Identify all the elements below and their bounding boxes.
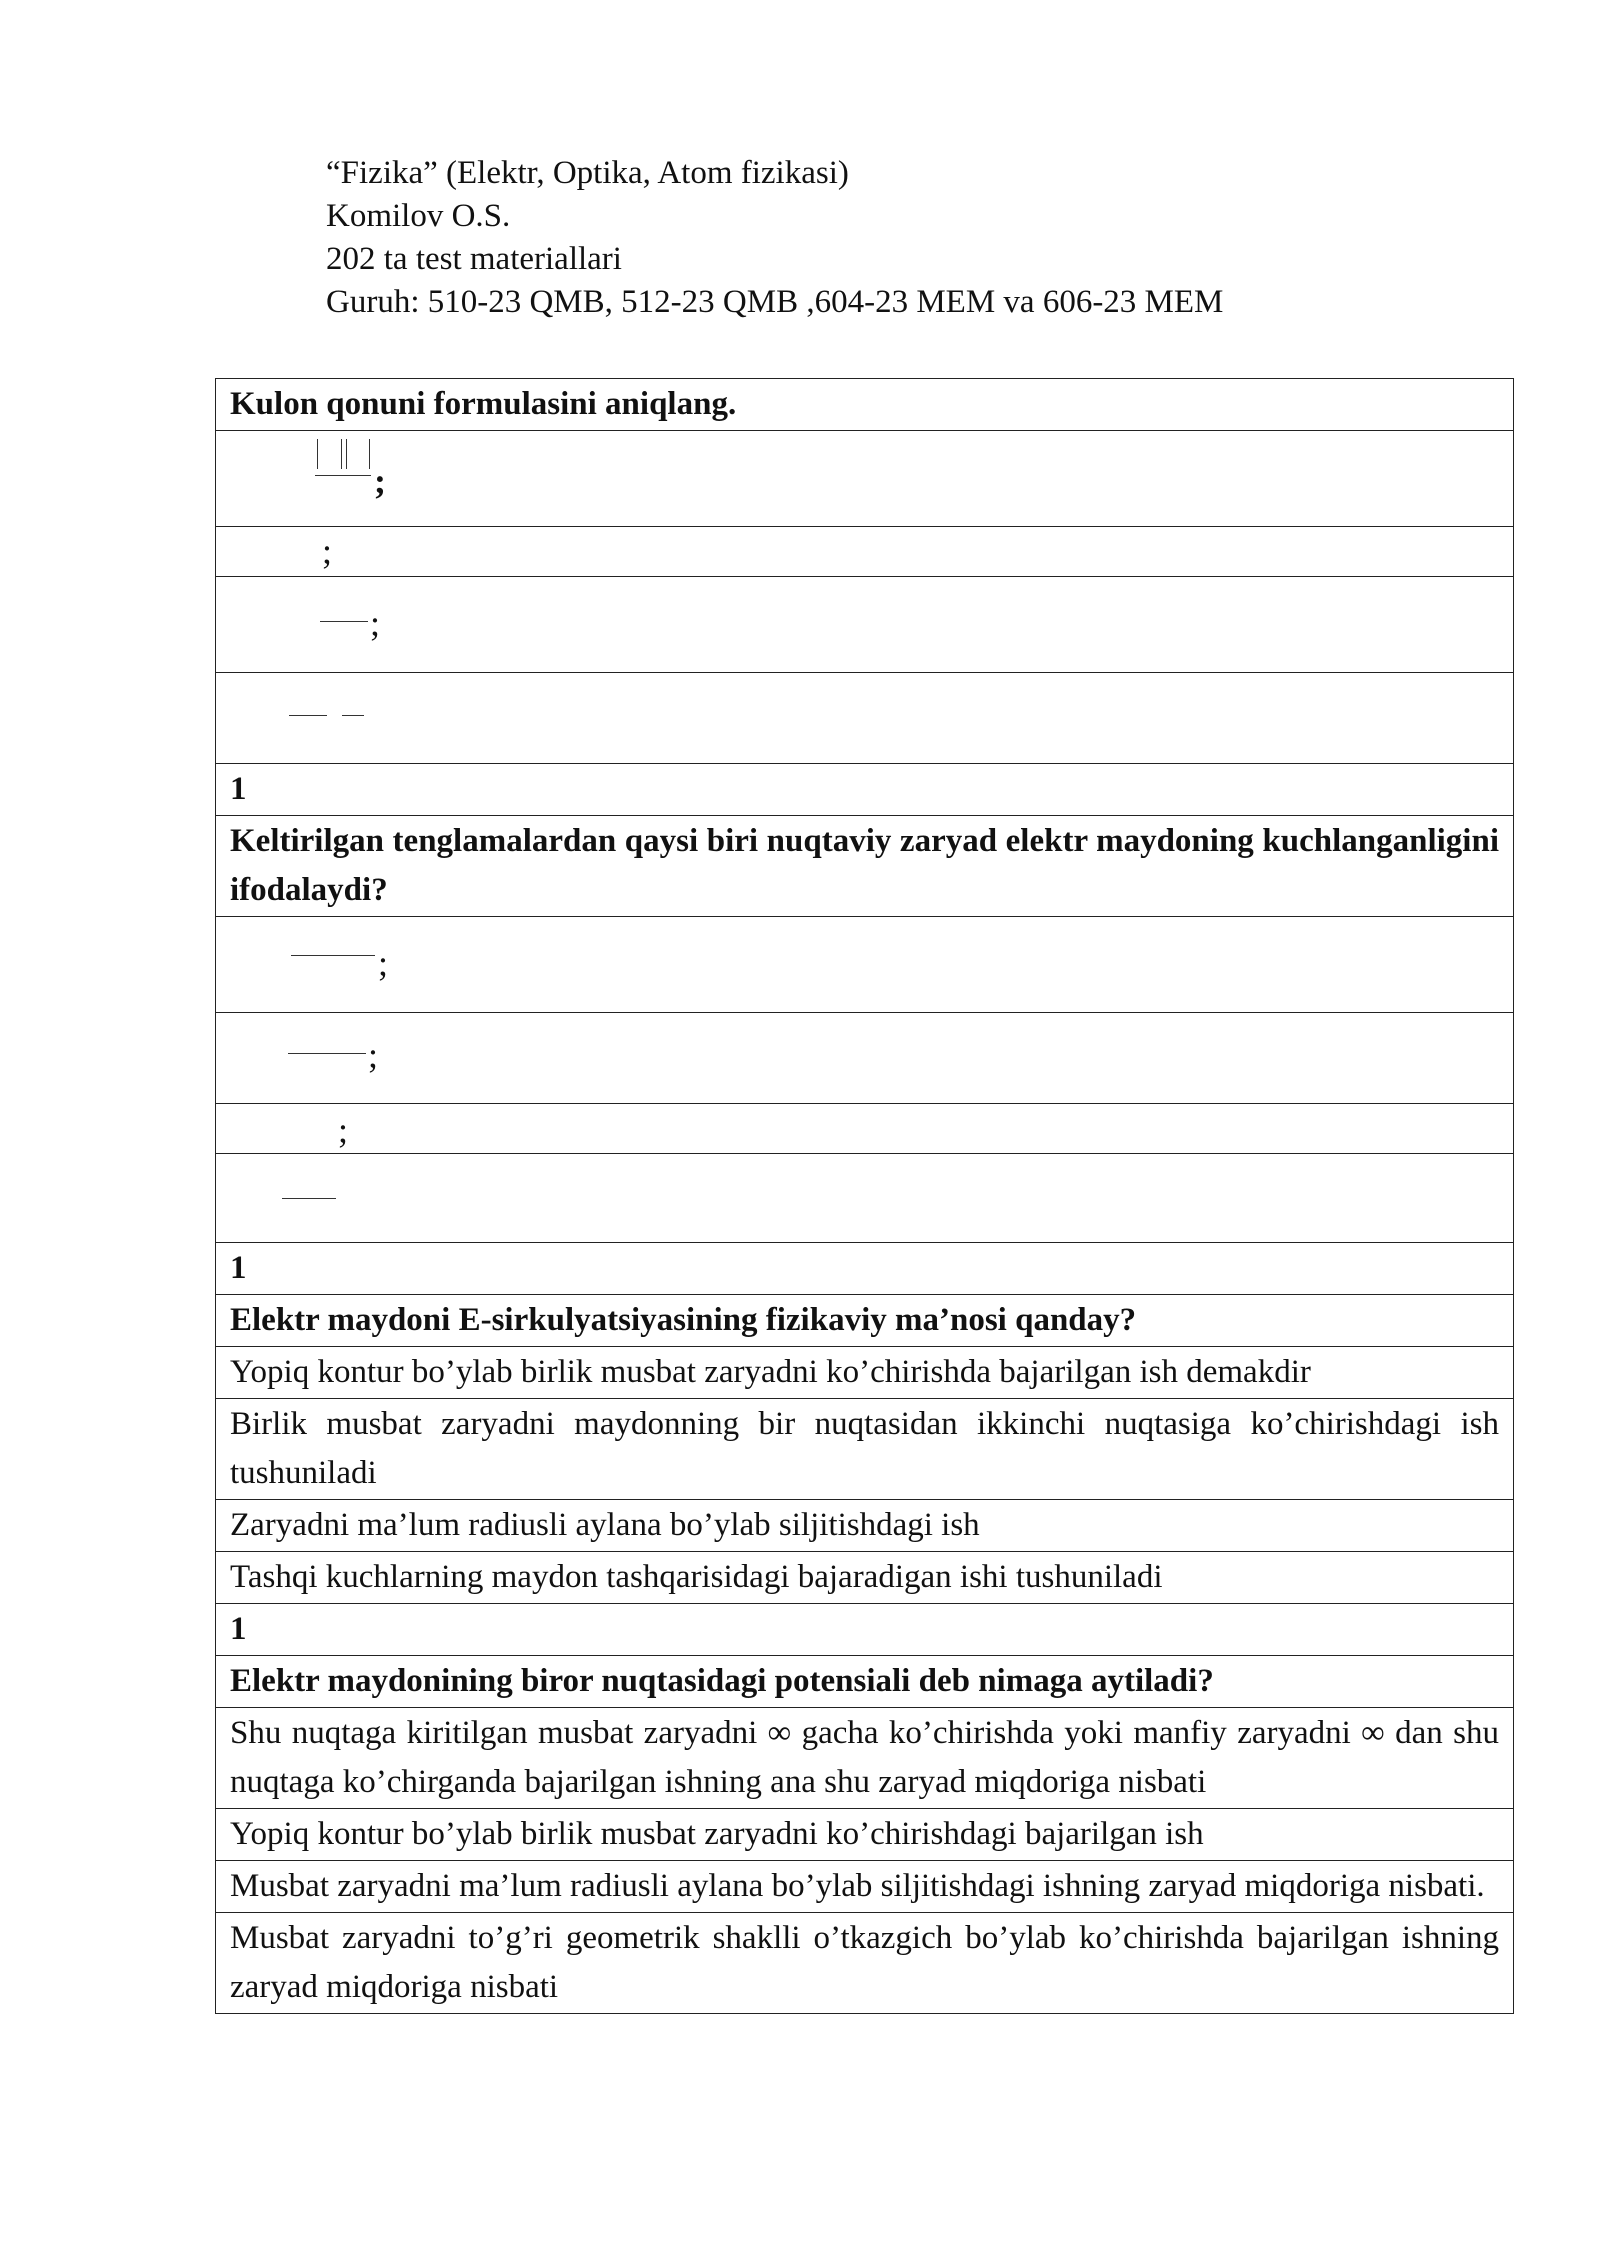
formula-fraction-bar: [282, 1198, 336, 1199]
formula-abs-bar: [341, 439, 342, 469]
answer-option: [216, 431, 1514, 527]
answer-option-row: [216, 1347, 1514, 1399]
answer-option-row: [216, 1913, 1514, 2014]
answer-option: Musbat zaryadni ma’lum radiusli aylana bo’ylab siljitishdagi ishning zaryad miqdoriga nisbati.: [216, 1861, 1514, 1913]
answer-option-row: [216, 577, 1514, 673]
answer-option: [216, 673, 1514, 764]
question-text: Keltirilgan tenglamalardan qaysi biri nuqtaviy zaryad elektr maydoning kuchlanganligini ifodalaydi?: [216, 816, 1514, 917]
answer-option-row: [216, 1154, 1514, 1243]
answer-option-row: [216, 673, 1514, 764]
question-row: [216, 379, 1514, 431]
group-list: Guruh: 510-23 QMB, 512-23 QMB ,604-23 MEM va 606-23 MEM: [326, 284, 1224, 320]
answer-option-row: [216, 917, 1514, 1013]
formula-separator: ;: [370, 603, 381, 643]
formula-fraction-bar: [315, 475, 371, 476]
answer-option: Yopiq kontur bo’ylab birlik musbat zaryadni ko’chirishda bajarilgan ish demakdir: [216, 1347, 1514, 1399]
answer-key-row: [216, 1604, 1514, 1656]
answer-option: Musbat zaryadni to’g’ri geometrik shaklli o’tkazgich bo’ylab ko’chirishda bajarilgan ishning zaryad miqdoriga nisbati: [216, 1913, 1514, 2014]
answer-option: [216, 1154, 1514, 1243]
formula-separator: ;: [368, 1035, 379, 1075]
question-row: [216, 1656, 1514, 1708]
answer-key-row: [216, 1243, 1514, 1295]
answer-option: Tashqi kuchlarning maydon tashqarisidagi bajaradigan ishi tushuniladi: [216, 1552, 1514, 1604]
formula-separator: ;: [378, 943, 389, 983]
formula-fraction-bar: [291, 955, 375, 956]
answer-option-row: [216, 1013, 1514, 1104]
answer-key: 1: [216, 1243, 1514, 1295]
formula-separator: ;: [338, 1110, 349, 1150]
author-name: Komilov O.S.: [326, 198, 511, 234]
answer-option-row: [216, 1500, 1514, 1552]
answer-option: [216, 917, 1514, 1013]
answer-option-row: [216, 431, 1514, 527]
answer-option-row: [216, 527, 1514, 577]
answer-option: Birlik musbat zaryadni maydonning bir nuqtasidan ikkinchi nuqtasiga ko’chirishdagi ish tushuniladi: [216, 1399, 1514, 1500]
answer-option: [216, 1104, 1514, 1154]
question-row: [216, 816, 1514, 917]
answer-key: 1: [216, 1604, 1514, 1656]
answer-option-row: [216, 1708, 1514, 1809]
formula-abs-bar: [369, 439, 370, 469]
question-text: Elektr maydoni E-sirkulyatsiyasining fizikaviy ma’nosi qanday?: [216, 1295, 1514, 1347]
formula-fraction-bar: [288, 1053, 366, 1054]
question-row: [216, 1295, 1514, 1347]
answer-option-row: [216, 1552, 1514, 1604]
answer-key: 1: [216, 764, 1514, 816]
question-text: Elektr maydonining biror nuqtasidagi potensiali deb nimaga aytiladi?: [216, 1656, 1514, 1708]
answer-option: Shu nuqtaga kiritilgan musbat zaryadni ∞ gacha ko’chirishda yoki manfiy zaryadni ∞ dan shu nuqtaga ko’chirganda bajarilgan ishning ana shu zaryad miqdoriga nisbati: [216, 1708, 1514, 1809]
formula-abs-bar: [346, 439, 347, 469]
test-questions-table: [215, 378, 1514, 2014]
question-text: Kulon qonuni formulasini aniqlang.: [216, 379, 1514, 431]
answer-option-row: [216, 1104, 1514, 1154]
test-count: 202 ta test materiallari: [326, 241, 622, 277]
answer-option: [216, 527, 1514, 577]
document-header: [326, 152, 1223, 324]
answer-option-row: [216, 1809, 1514, 1861]
formula-fraction-bar: [320, 621, 368, 622]
answer-option: [216, 577, 1514, 673]
answer-option-row: [216, 1861, 1514, 1913]
formula-abs-bar: [317, 439, 318, 469]
answer-option: [216, 1013, 1514, 1104]
formula-fraction-bar: [342, 715, 364, 716]
answer-option-row: [216, 1399, 1514, 1500]
formula-separator: ;: [322, 531, 333, 571]
formula-separator: ;: [374, 461, 386, 501]
course-title: “Fizika” (Elektr, Optika, Atom fizikasi): [326, 155, 849, 191]
answer-key-row: [216, 764, 1514, 816]
formula-fraction-bar: [289, 715, 327, 716]
answer-option: Yopiq kontur bo’ylab birlik musbat zaryadni ko’chirishdagi bajarilgan ish: [216, 1809, 1514, 1861]
answer-option: Zaryadni ma’lum radiusli aylana bo’ylab siljitishdagi ish: [216, 1500, 1514, 1552]
